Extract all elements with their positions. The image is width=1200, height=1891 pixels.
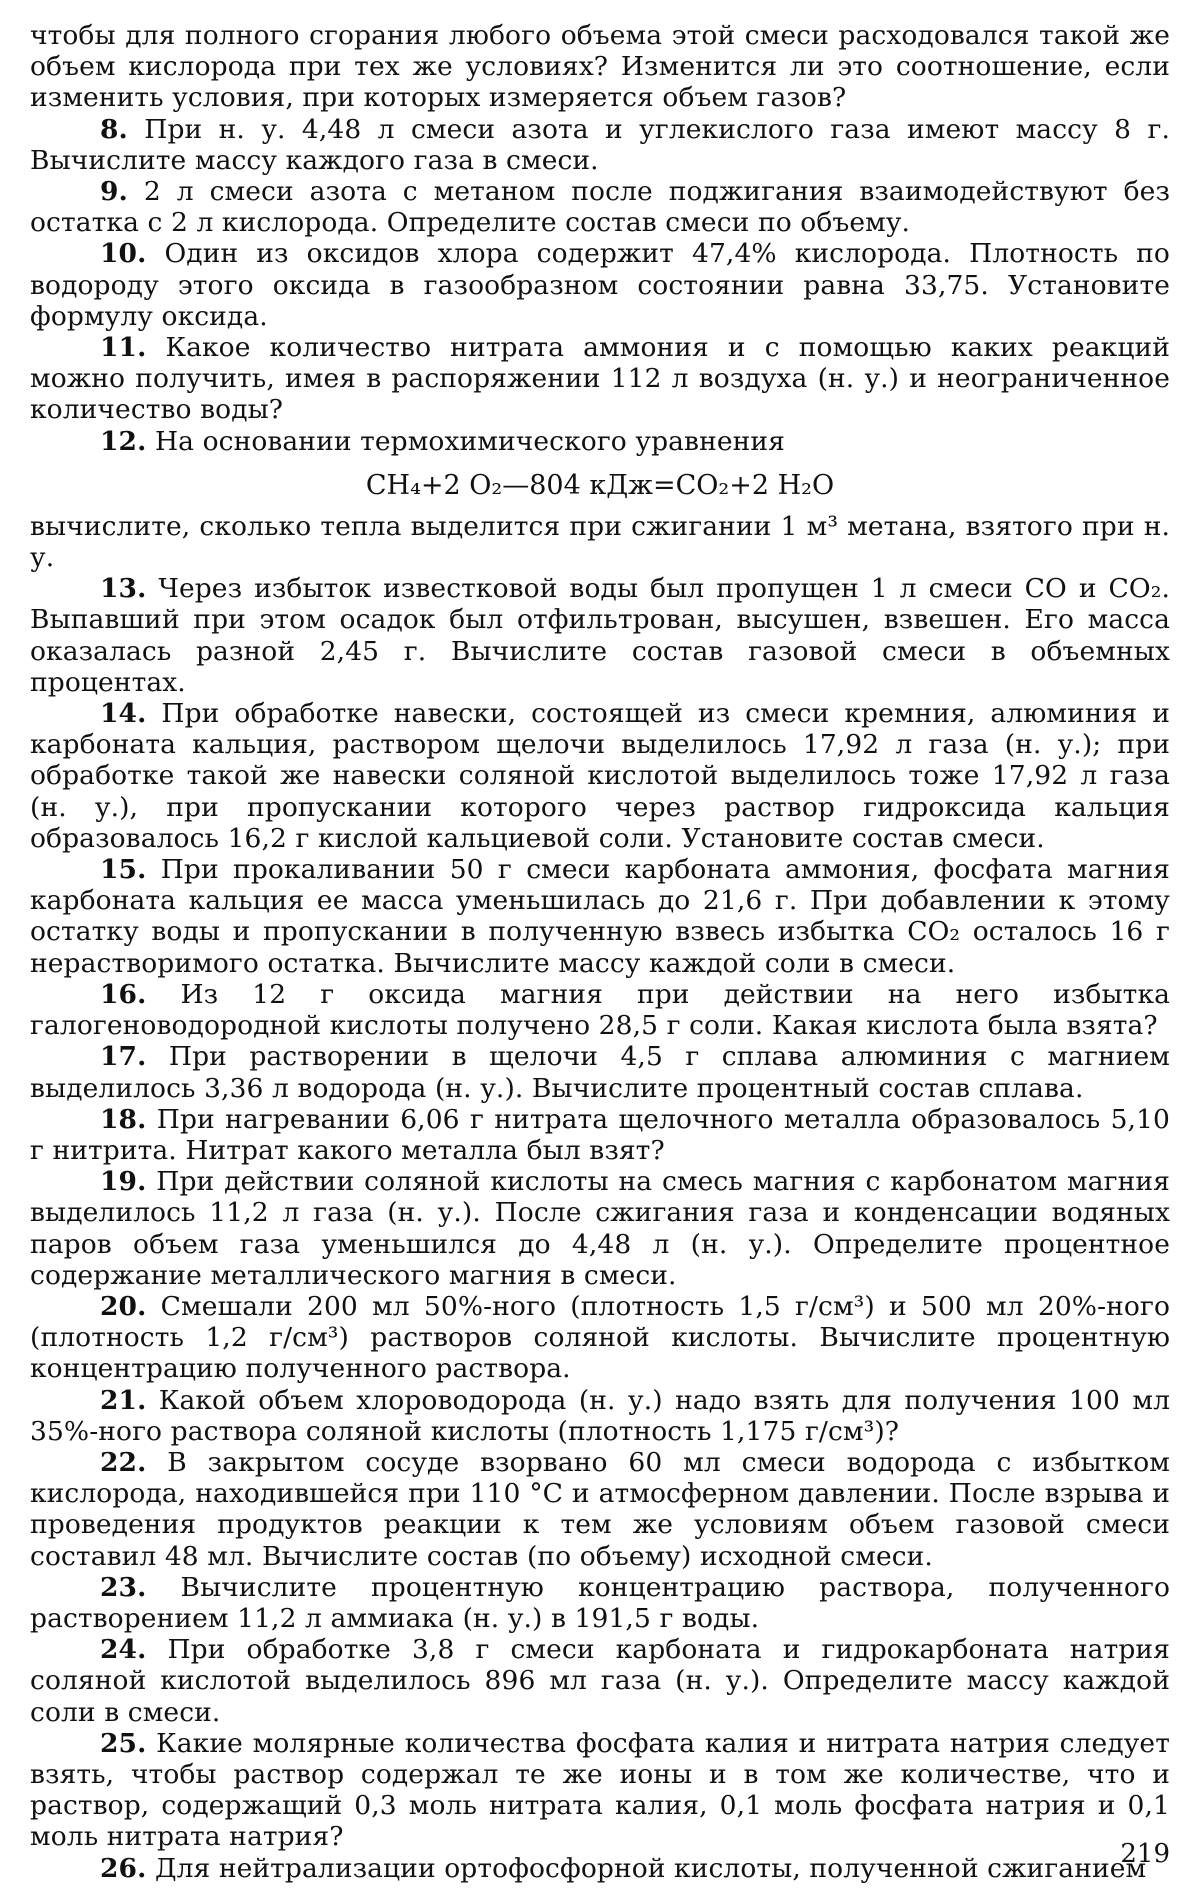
problem-text: При нагревании 6,06 г нитрата щелочного металла образовалось 5,10 г нитрита. Нитрат какого металла был взят? bbox=[30, 1103, 1170, 1166]
problem-number: 18. bbox=[100, 1103, 147, 1135]
problem-paragraph bbox=[30, 854, 1170, 979]
problem-number: 24. bbox=[100, 1634, 147, 1666]
problem-text: Какие молярные количества фосфата калия и нитрата натрия следует взять, чтобы раствор содержал те же ионы и в том же количестве, что и раствор, содержащий 0,3 моль нитрата калия, 0,1 моль фосфата натрия и 0,1 моль нитрата натрия? bbox=[30, 1727, 1170, 1853]
problem-number: 16. bbox=[100, 978, 147, 1010]
thermochemical-equation: CH₄+2 O₂—804 кДж=CO₂+2 H₂O bbox=[365, 469, 835, 501]
problem-number: 25. bbox=[100, 1727, 147, 1759]
problem-text: Какой объем хлороводорода (н. у.) надо взять для получения 100 мл 35%-ного раствора соляной кислоты (плотность 1,175 г/см³)? bbox=[30, 1384, 1170, 1447]
problem-text: вычислите, сколько тепла выделится при сжигании 1 м³ метана, взятого при н. у. bbox=[30, 510, 1170, 574]
text-block-bottom bbox=[30, 511, 1170, 1884]
problem-number: 13. bbox=[100, 573, 147, 605]
problem-text: Какое количество нитрата аммония и с помощью каких реакций можно получить, имея в распоряжении 112 л воздуха (н. у.) и неограниченное количество воды? bbox=[30, 332, 1170, 426]
problem-paragraph bbox=[30, 176, 1170, 238]
problem-text: На основании термохимического уравнения bbox=[154, 425, 785, 457]
problem-paragraph bbox=[30, 1104, 1170, 1166]
problem-paragraph bbox=[30, 114, 1170, 176]
problem-number: 12. bbox=[100, 425, 147, 457]
problem-text: При действии соляной кислоты на смесь магния с карбонатом магния выделилось 11,2 л газа (н. у.). После сжигания газа и конденсации водяных паров объем газа уменьшился до 4,48 л (н. у.). Определите процентное содержание металлического магния в смеси. bbox=[30, 1166, 1170, 1291]
problem-number: 23. bbox=[100, 1571, 147, 1603]
problem-paragraph bbox=[30, 426, 1170, 457]
problem-paragraph bbox=[30, 1634, 1170, 1728]
problem-paragraph bbox=[30, 1385, 1170, 1447]
problem-number: 14. bbox=[100, 698, 147, 730]
problem-number: 10. bbox=[100, 238, 147, 270]
problem-number: 15. bbox=[100, 854, 147, 886]
problem-text: При н. у. 4,48 л смеси азота и углекислого газа имеют массу 8 г. Вычислите массу каждого газа в смеси. bbox=[30, 113, 1170, 176]
problem-paragraph bbox=[30, 1572, 1170, 1634]
problem-paragraph bbox=[30, 332, 1170, 426]
problem-text: В закрытом сосуде взорвано 60 мл смеси водорода с избытком кислорода, находившейся при 110 °C и атмосферном давлении. После взрыва и проведения продуктов реакции к тем же условиям объем газовой смеси составил 48 мл. Вычислите состав (по объему) исходной смеси. bbox=[30, 1446, 1170, 1572]
text-block-top bbox=[30, 20, 1170, 457]
problem-paragraph bbox=[30, 1041, 1170, 1103]
problem-number: 22. bbox=[100, 1446, 147, 1478]
problem-paragraph bbox=[30, 238, 1170, 332]
problem-number: 17. bbox=[100, 1041, 147, 1073]
problem-number: 19. bbox=[100, 1166, 147, 1198]
problem-number: 8. bbox=[100, 113, 128, 145]
problem-paragraph bbox=[30, 1728, 1170, 1853]
problem-paragraph bbox=[30, 1291, 1170, 1385]
problem-text: При обработке 3,8 г смеси карбоната и гидрокарбоната натрия соляной кислотой выделилось 896 мл газа (н. у.). Определите массу каждой соли в смеси. bbox=[30, 1634, 1170, 1728]
problem-text: При растворении в щелочи 4,5 г сплава алюминия с магнием выделилось 3,36 л водорода (н. у.). Вычислите процентный состав сплава. bbox=[30, 1041, 1170, 1104]
problem-number: 26. bbox=[100, 1852, 147, 1884]
problem-number: 11. bbox=[100, 332, 147, 364]
problem-text: Смешали 200 мл 50%-ного (плотность 1,5 г/см³) и 500 мл 20%-ного (плотность 1,2 г/см³) растворов соляной кислоты. Вычислите процентную концентрацию полученного раствора. bbox=[30, 1290, 1170, 1385]
problem-paragraph bbox=[30, 573, 1170, 698]
problem-text: Для нейтрализации ортофосфорной кислоты, полученной сжиганием bbox=[154, 1852, 1147, 1884]
problem-paragraph bbox=[30, 1853, 1170, 1884]
problem-text: Вычислите процентную концентрацию раствора, полученного растворением 11,2 л аммиака (н. у.) в 191,5 г воды. bbox=[30, 1571, 1170, 1634]
problem-paragraph bbox=[30, 20, 1170, 114]
problem-paragraph bbox=[30, 511, 1170, 573]
problem-paragraph bbox=[30, 1447, 1170, 1572]
problem-number: 9. bbox=[100, 176, 128, 208]
problem-text: При обработке навески, состоящей из смеси кремния, алюминия и карбоната кальция, раствором щелочи выделилось 17,92 л газа (н. у.); при обработке такой же навески соляной кислотой выделилось тоже 17,92 л газа (н. у.), при пропускании которого через раствор гидроксида кальция образовалось 16,2 г кислой кальциевой соли. Установите состав смеси. bbox=[30, 698, 1170, 854]
problem-text: При прокаливании 50 г смеси карбоната аммония, фосфата магния карбоната кальция ее масса уменьшилась до 21,6 г. При добавлении к этому остатку воды и пропускании в полученную взвесь избытка CO₂ осталось 16 г нерастворимого остатка. Вычислите массу каждой соли в смеси. bbox=[30, 854, 1171, 979]
problem-text: чтобы для полного сгорания любого объема этой смеси расходовался такой же объем кислорода при тех же условиях? Изменится ли это соотношение, если изменить условия, при которых измеряется объем газов? bbox=[30, 20, 1170, 114]
problem-number: 21. bbox=[100, 1384, 147, 1416]
page-number: 219 bbox=[1120, 1839, 1170, 1869]
problem-text: 2 л смеси азота с метаном после поджигания взаимодействуют без остатка с 2 л кислорода. Определите состав смеси по объему. bbox=[30, 176, 1170, 239]
problem-paragraph bbox=[30, 979, 1170, 1041]
problem-paragraph bbox=[30, 698, 1170, 854]
problem-text: Один из оксидов хлора содержит 47,4% кислорода. Плотность по водороду этого оксида в газообразном состоянии равна 33,75. Установите формулу оксида. bbox=[30, 238, 1170, 332]
problem-number: 20. bbox=[100, 1290, 147, 1322]
problem-text: Через избыток известковой воды был пропущен 1 л смеси CO и CO₂. Выпавший при этом осадок был отфильтрован, высушен, взвешен. Его масса оказалась разной 2,45 г. Вычислите состав газовой смеси в объемных процентах. bbox=[30, 573, 1170, 698]
problem-text: Из 12 г оксида магния при действии на него избытка галогеноводородной кислоты получено 28,5 г соли. Какая кислота была взята? bbox=[30, 978, 1171, 1042]
problem-paragraph bbox=[30, 1166, 1170, 1291]
